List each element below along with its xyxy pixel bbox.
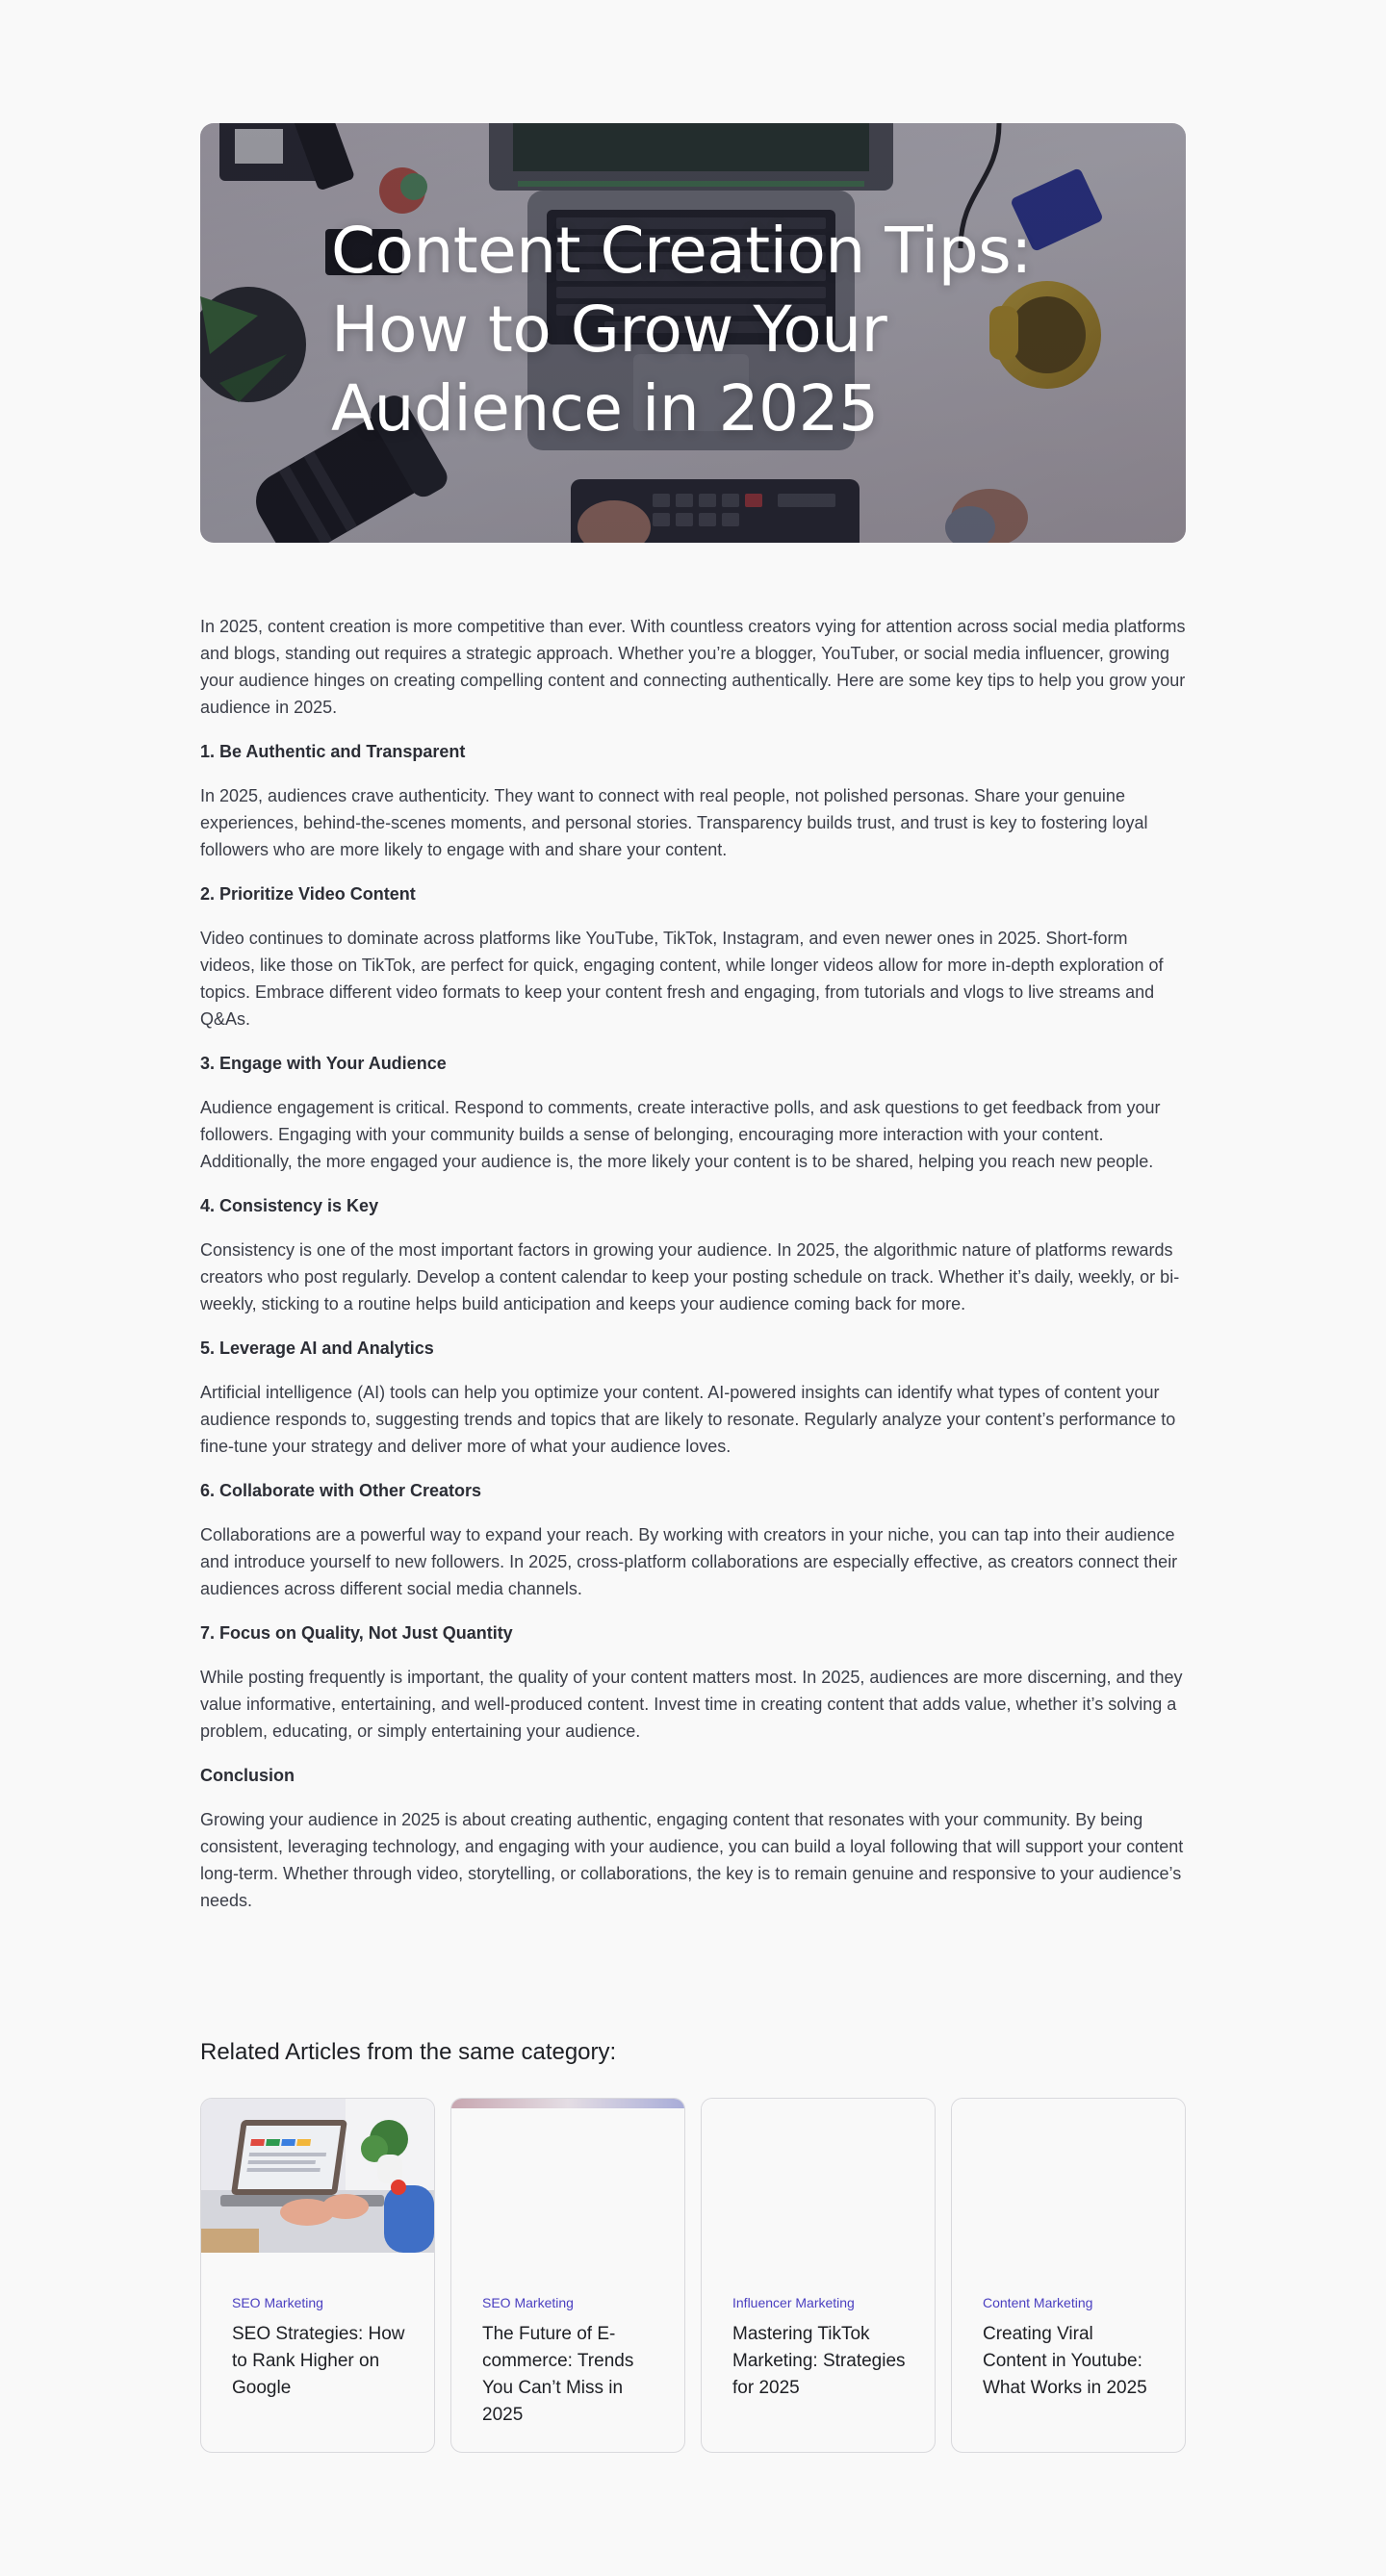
card-category[interactable]: Content Marketing xyxy=(983,2295,1093,2310)
section-heading: 4. Consistency is Key xyxy=(200,1196,379,1215)
related-heading: Related Articles from the same category: xyxy=(200,2039,617,2065)
section-paragraph: While posting frequently is important, the quality of your content matters most. In 2025, audiences are more discerning, and they value informative, entertaining, and well-produced content. Invest time in creating content that adds value, whether it’s solving a problem, educating, or simply entertaining your audience. xyxy=(200,1668,1183,1741)
conclusion-heading: Conclusion xyxy=(200,1766,295,1785)
card-title[interactable]: SEO Strategies: How to Rank Higher on Google xyxy=(232,2324,405,2398)
hero-banner xyxy=(200,123,1186,543)
section-heading: 6. Collaborate with Other Creators xyxy=(200,1481,482,1500)
ecommerce-photo-icon xyxy=(451,2099,684,2253)
section-heading: 2. Prioritize Video Content xyxy=(200,884,416,904)
article-intro: In 2025, content creation is more competitive than ever. With countless creators vying for attention across social media platforms and blogs, standing out requires a strategic approach. Whether you’re a blogger, YouTuber, or social media influencer, growing your audience hinges on creating compelling content and connecting authentically. Here are some key tips to help you grow your audience in 2025. xyxy=(200,617,1186,717)
conclusion-paragraph: Growing your audience in 2025 is about creating authentic, engaging content that resonates with your community. By being consistent, leveraging technology, and engaging with your audience, you can build a loyal following that will support your content long-term. Whether through video, storytelling, or collaborations, the key is to remain genuine and responsive to your audience’s needs. xyxy=(200,1810,1184,1910)
related-card-viral-youtube[interactable] xyxy=(951,2098,1186,2453)
related-card-tiktok-marketing[interactable] xyxy=(701,2098,936,2453)
related-card-seo-strategies[interactable] xyxy=(200,2098,435,2453)
section-heading: 1. Be Authentic and Transparent xyxy=(200,742,466,761)
card-title[interactable]: The Future of E-commerce: Trends You Can’t Miss in 2025 xyxy=(482,2324,634,2425)
section-heading: 5. Leverage AI and Analytics xyxy=(200,1339,434,1358)
section-paragraph: Video continues to dominate across platforms like YouTube, TikTok, Instagram, and even newer ones in 2025. Short-form videos, like those on TikTok, are perfect for quick, engaging content, while longer videos allow for more in-depth exploration of topics. Embrace different video formats to keep your content fresh and engaging, from tutorials and vlogs to live streams and Q&As. xyxy=(200,929,1164,1029)
section-heading: 3. Engage with Your Audience xyxy=(200,1054,447,1073)
tiktok-photo-icon xyxy=(702,2099,935,2253)
card-category[interactable]: SEO Marketing xyxy=(232,2295,323,2310)
page-title: Content Creation Tips: How to Grow Your Audience in 2025 xyxy=(331,214,1032,446)
section-heading: 7. Focus on Quality, Not Just Quantity xyxy=(200,1623,513,1643)
section-paragraph: In 2025, audiences crave authenticity. They want to connect with real people, not polished personas. Share your genuine experiences, behind-the-scenes moments, and personal stories. Transparency builds trust, and trust is key to fostering loyal followers who are more likely to engage with and share your content. xyxy=(200,786,1148,859)
section-paragraph: Artificial intelligence (AI) tools can help you optimize your content. AI-powered insights can identify what types of content your audience responds to, suggesting trends and topics that are likely to resonate. Regularly analyze your content’s performance to fine-tune your strategy and deliver more of what your audience loves. xyxy=(200,1383,1176,1456)
section-paragraph: Collaborations are a powerful way to expand your reach. By working with creators in your niche, you can tap into their audience and introduce yourself to new followers. In 2025, cross-platform collaborations are especially effective, as creators connect their audiences across different social media channels. xyxy=(200,1525,1178,1598)
section-paragraph: Audience engagement is critical. Respond to comments, create interactive polls, and ask questions to get feedback from your followers. Engaging with your community builds a sense of belonging, encouraging more interaction with your content. Additionally, the more engaged your audience is, the more likely your content is to be shared, helping you reach new people. xyxy=(200,1098,1161,1171)
card-title[interactable]: Mastering TikTok Marketing: Strategies for 2025 xyxy=(732,2324,906,2398)
article-body xyxy=(200,613,1186,1931)
card-category[interactable]: Influencer Marketing xyxy=(732,2295,855,2310)
card-category[interactable]: SEO Marketing xyxy=(482,2295,574,2310)
card-title[interactable]: Creating Viral Content in Youtube: What Works in 2025 xyxy=(983,2324,1147,2398)
section-paragraph: Consistency is one of the most important factors in growing your audience. In 2025, the algorithmic nature of platforms rewards creators who post regularly. Develop a content calendar to keep your posting schedule on track. Whether it’s daily, weekly, or bi-weekly, sticking to a routine helps build anticipation and keeps your audience coming back for more. xyxy=(200,1240,1180,1314)
youtube-photo-icon xyxy=(952,2099,1185,2253)
related-cards-grid xyxy=(200,2098,1186,2453)
laptop-analytics-photo-icon xyxy=(201,2099,434,2253)
related-card-ecommerce-trends[interactable] xyxy=(450,2098,685,2453)
related-articles xyxy=(200,2035,1186,2425)
